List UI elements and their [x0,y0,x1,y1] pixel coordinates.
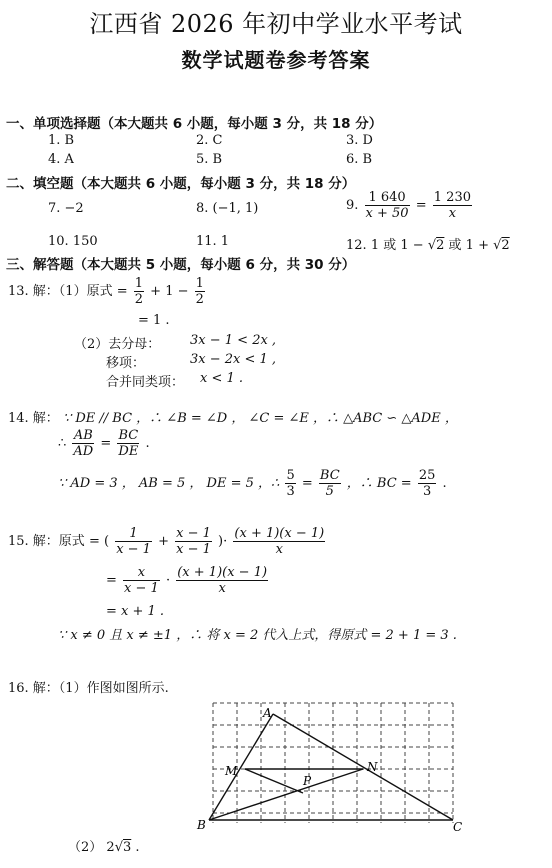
fraction-denominator: x + 50 [365,206,409,221]
dashed-grid [213,703,453,823]
q14-line-3 [58,468,447,499]
q13-2-label: （2）去分母： [74,337,161,352]
fraction-numerator: x − 1 [176,526,211,541]
q13-line-1 [8,276,207,307]
fraction-denominator: AD [73,444,94,459]
q14-conclusion: ，∴ BC = [346,476,412,491]
sqrt-symbol: √2 [427,238,445,253]
q14-line-2 [58,428,150,459]
answer-3: 3. D [346,133,373,148]
q14-given: ∵ AD = 3 ， AB = 5 ， DE = 5 ，∴ [58,476,280,491]
q14-fraction-25-3 [418,468,437,499]
fraction-numerator: 5 [286,468,295,483]
q13-2-line-2-label: 移项： [106,356,146,371]
fraction-numerator: BC [319,468,340,483]
q14-label: 14. 解： [8,411,59,426]
section-2-heading: 二、填空题（本大题共 6 小题，每小题 3 分，共 18 分） [6,176,356,192]
fraction-numerator: AB [73,428,93,443]
equals-sign: = [106,573,117,588]
q13-2-line-3-label: 合并同类项： [106,375,185,390]
closing-paren: )· [218,534,228,549]
answer-9-label: 9. [346,198,359,213]
fraction-denominator: 5 [325,484,334,499]
q15-fraction-4 [123,565,160,596]
q14-fraction-5-3 [285,468,295,499]
fraction-numerator: (x + 1)(x − 1) [234,526,325,541]
q13-result: = 1 . [138,313,170,328]
answer-12 [346,234,510,253]
label-m: M [225,764,238,778]
sqrt-symbol: √3 [114,840,132,855]
fraction-denominator: x − 1 [124,581,159,596]
fraction-numerator: 25 [418,468,436,483]
answer-2: 2. C [196,133,223,148]
q14-fraction-ab-ad [72,428,94,459]
label-a: A [263,706,272,720]
q13-2-line-1: 3x − 1 < 2x , [190,333,277,348]
fraction-numerator: BC [118,428,139,443]
period: . [442,476,447,491]
answer-9-left-fraction [365,190,410,221]
fraction-numerator: 1 [115,526,152,542]
q14-fraction-bc-de [117,428,139,459]
answer-9 [346,190,474,221]
section-1-heading: 一、单项选择题（本大题共 6 小题，每小题 3 分，共 18 分） [6,116,383,132]
label-n: N [367,760,378,774]
q15-fraction-5 [176,565,268,596]
fraction-numerator: 1 [195,276,204,291]
q13-fraction-1 [134,276,144,307]
q15-line-2 [106,565,270,596]
fraction-denominator: DE [118,444,139,459]
fraction-numerator: (x + 1)(x − 1) [177,565,268,580]
geometry-figure [195,695,465,835]
dot-operator: · [165,573,171,588]
q15-line-4: ∵ x ≠ 0 且 x ≠ ±1 ，∴ 将 x = 2 代入上式，得原式 = 2 + 1 = 3 . [58,628,457,643]
q16-label: 16. 解：（1）作图如图所示. [8,681,169,696]
fraction-numerator: 1 230 [433,190,471,205]
q14-line-1 [8,407,458,426]
answer-9-right-fraction [433,190,472,221]
q13-2-line-3: x < 1 . [200,371,244,386]
therefore-symbol: ∴ [58,436,67,451]
fraction-denominator: 3 [422,484,432,499]
section-3-heading: 三、解答题（本大题共 5 小题，每小题 6 分，共 30 分） [6,257,356,273]
q15-line-3: = x + 1 . [106,604,165,619]
answer-12-text-1: 1 或 1 − [370,238,424,253]
answer-6: 6. B [346,152,373,167]
sqrt-symbol: √2 [493,238,510,253]
triangle-abc [209,714,453,820]
answer-12-text-2: 或 1 + [448,238,489,253]
q13-2-line-2: 3x − 2x < 1 , [190,352,277,367]
fraction-denominator: 2 [195,292,204,307]
equals-sign: = [100,436,112,451]
fraction-denominator: x − 1 [116,542,151,557]
fraction-numerator: x [123,565,160,581]
fraction-denominator: x [275,542,283,557]
period: . [131,840,140,855]
q15-fraction-2 [175,526,212,557]
answer-10: 10. 150 [48,234,98,249]
sqrt-radicand: 3 [122,840,132,855]
answer-8: 8. (−1, 1) [196,201,259,216]
q15-fraction-1 [115,526,152,557]
fraction-numerator: 1 640 [365,190,410,206]
label-c: C [453,820,463,834]
q15-line-1 [8,526,327,557]
fraction-denominator: 3 [286,484,295,499]
document-title: 江西省 2026 年初中学业水平考试 [89,10,463,38]
q13-label: 13. 解：（1）原式 = [8,284,128,299]
fraction-denominator: x [448,206,457,221]
answer-4: 4. A [48,152,74,167]
q14-fraction-bc-5 [319,468,341,499]
fraction-denominator: x [218,581,226,596]
fraction-denominator: 2 [134,292,144,307]
equals-sign: = [301,476,313,491]
q14-statement: ∵ DE // BC ，∴ ∠B = ∠D ， ∠C = ∠E ，∴ △ABC ∽ △ADE ， [62,411,458,426]
answer-12-label: 12. [346,238,367,253]
label-b: B [197,818,206,832]
plus-sign: + [158,534,169,549]
fraction-numerator: 1 [134,276,144,291]
sqrt-radicand: 2 [501,238,510,253]
answer-1: 1. B [48,133,75,148]
q13-fraction-2 [195,276,205,307]
fraction-denominator: x − 1 [176,542,211,557]
answer-7: 7. −2 [48,201,84,216]
answer-11: 11. 1 [196,234,230,249]
q15-label: 15. 解：原式 = ( [8,534,110,549]
q15-fraction-3 [233,526,325,557]
equals-sign: = [415,198,427,213]
sqrt-radicand: 2 [436,238,445,253]
q16-2-label: （2） 2 [68,840,115,855]
q16-2-answer [68,836,140,855]
document-subtitle: 数学试题卷参考答案 [181,48,371,72]
answer-5: 5. B [196,152,223,167]
label-p: P [303,774,312,788]
period: . [145,436,150,451]
q13-middle: + 1 − [150,284,189,299]
